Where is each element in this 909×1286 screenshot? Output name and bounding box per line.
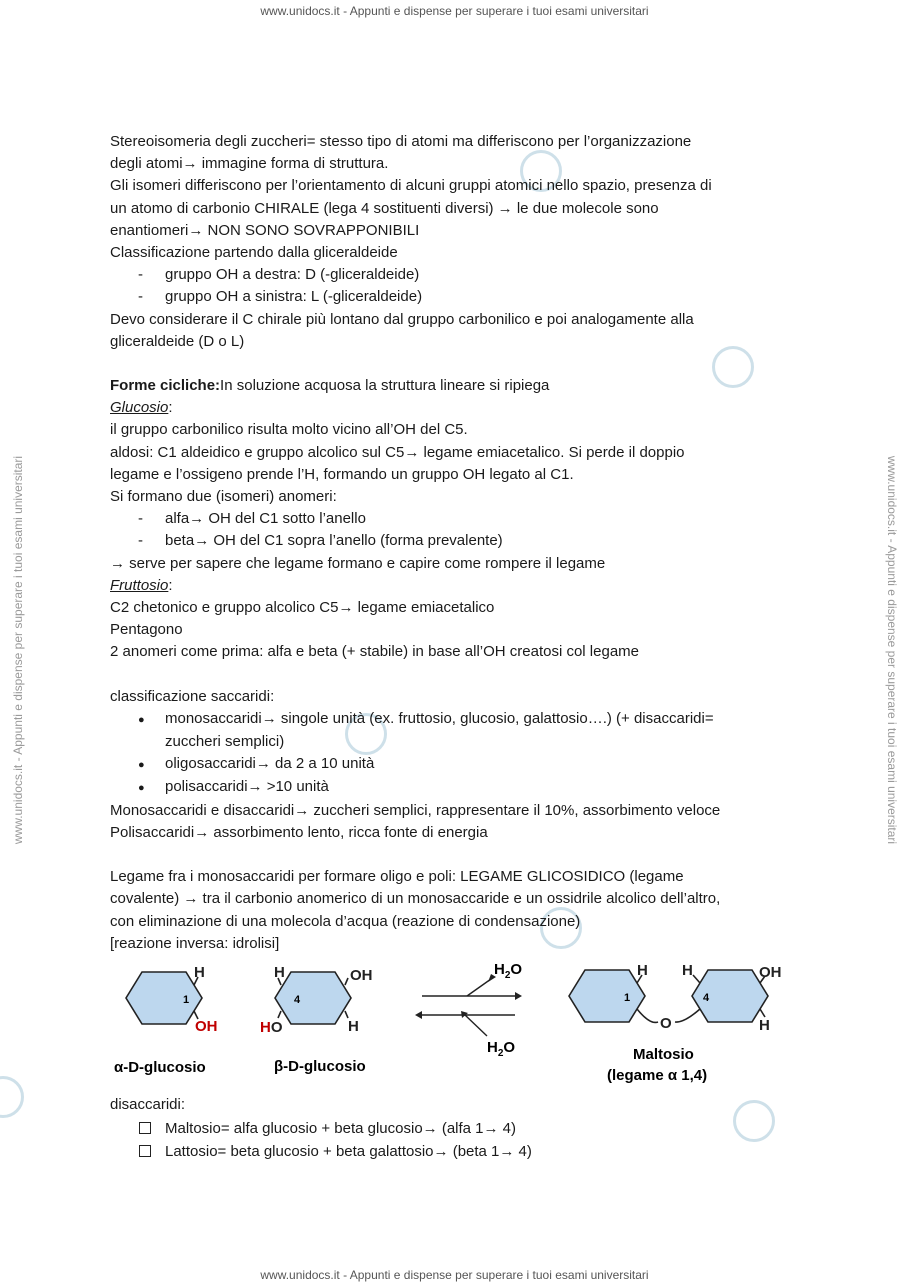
paragraph-line: aldosi: C1 aldeidico e gruppo alcolico sul C5→ legame emiacetalico. Si perde il doppio bbox=[110, 443, 685, 461]
paragraph-line: gliceraldeide (D o L) bbox=[110, 332, 245, 350]
subheading-fruttosio: Fruttosio: bbox=[110, 576, 173, 594]
h-label: H bbox=[274, 964, 285, 981]
watermark-logo-icon bbox=[0, 1076, 24, 1118]
h-label: H bbox=[759, 1017, 770, 1034]
bullet-list-item: ● polisaccaridi→ >10 unità bbox=[138, 778, 329, 796]
watermark-left: www.unidocs.it - Appunti e dispense per superare i tuoi esami universitari bbox=[11, 455, 25, 845]
checkbox-icon bbox=[139, 1145, 151, 1157]
maltose-ring-1 bbox=[569, 970, 645, 1022]
paragraph-line: il gruppo carbonilico risulta molto vicino all’OH del C5. bbox=[110, 421, 468, 439]
carbon-number: 4 bbox=[703, 992, 710, 1004]
watermark-logo-icon bbox=[733, 1100, 775, 1142]
checkbox-list-item: Lattosio= beta glucosio + beta galattosio→ (beta 1→ 4) bbox=[110, 1140, 532, 1164]
oh-label: OH bbox=[350, 967, 373, 984]
watermark-bottom: www.unidocs.it - Appunti e dispense per superare i tuoi esami universitari bbox=[260, 1268, 649, 1282]
paragraph-line: Si formano due (isomeri) anomeri: bbox=[110, 488, 337, 506]
checkbox-icon bbox=[139, 1122, 151, 1134]
paragraph-line: C2 chetonico e gruppo alcolico C5→ legame emiacetalico bbox=[110, 599, 495, 617]
oh-label: OH bbox=[195, 1018, 218, 1035]
maltose-bond-label: (legame α 1,4) bbox=[607, 1067, 708, 1084]
ho-label: HO bbox=[260, 1019, 283, 1036]
paragraph-line: covalente) → tra il carbonio anomerico di un monosaccaride e un ossidrile alcolico dell’altro, bbox=[110, 890, 721, 908]
beta-glucose-ring bbox=[275, 972, 351, 1024]
beta-glucose-label: β-D-glucosio bbox=[274, 1058, 366, 1075]
paragraph-line: Monosaccaridi e disaccaridi→ zuccheri semplici, rappresentare il 10%, assorbimento veloce bbox=[110, 801, 721, 819]
maltose-label: Maltosio bbox=[633, 1046, 694, 1063]
paragraph-line: Devo considerare il C chirale più lontano dal gruppo carbonilico e poi analogamente alla bbox=[110, 310, 694, 328]
h-label: H bbox=[682, 962, 693, 979]
dash-list-item: - beta→ OH del C1 sopra l’anello (forma prevalente) bbox=[138, 532, 503, 550]
paragraph-line: enantiomeri→ NON SONO SOVRAPPONIBILI bbox=[110, 221, 420, 239]
dash-list-item: - alfa→ OH del C1 sotto l’anello bbox=[138, 510, 366, 528]
watermark-right: www.unidocs.it - Appunti e dispense per superare i tuoi esami universitari bbox=[885, 455, 899, 845]
o-label: O bbox=[660, 1015, 672, 1032]
paragraph-line: [reazione inversa: idrolisi] bbox=[110, 934, 280, 952]
paragraph-line: classificazione saccaridi: bbox=[110, 687, 275, 705]
carbon-number: 1 bbox=[183, 994, 190, 1006]
paragraph-line: Stereoisomeria degli zuccheri= stesso tipo di atomi ma differiscono per l’organizzazione bbox=[110, 133, 692, 150]
section-heading-forme-cicliche: Forme cicliche:In soluzione acquosa la struttura lineare si ripiega bbox=[110, 377, 550, 395]
paragraph-line: Gli isomeri differiscono per l’orientamento di alcuni gruppi atomici nello spazio, presenza di bbox=[110, 177, 712, 195]
subheading-glucosio: Glucosio: bbox=[110, 399, 173, 417]
paragraph-line: Classificazione partendo dalla gliceraldeide bbox=[110, 244, 398, 262]
alpha-glucose-label: α-D-glucosio bbox=[114, 1059, 206, 1076]
h-label: H bbox=[194, 964, 205, 981]
dash-list-item: - gruppo OH a sinistra: L (-gliceraldeide) bbox=[138, 288, 423, 306]
paragraph-line: con eliminazione di una molecola d’acqua (reazione di condensazione) bbox=[110, 912, 581, 930]
alpha-glucose-ring bbox=[126, 972, 202, 1024]
paragraph-line: Polisaccaridi→ assorbimento lento, ricca fonte di energia bbox=[110, 823, 488, 841]
water-label: $H_2O$ bbox=[487, 1039, 516, 1059]
glycosidic-bond-diagram bbox=[110, 955, 810, 1095]
paragraph-line: legame e l’ossigeno prende l’H, formando un gruppo OH legato al C1. bbox=[110, 465, 574, 483]
carbon-number: 4 bbox=[294, 994, 301, 1006]
watermark-top: www.unidocs.it - Appunti e dispense per superare i tuoi esami universitari bbox=[260, 4, 649, 18]
h-label: H bbox=[348, 1018, 359, 1035]
paragraph-line: degli atomi→ immagine forma di struttura. bbox=[110, 155, 389, 173]
checkbox-list-item: Maltosio= alfa glucosio + beta glucosio→ (alfa 1→ 4) bbox=[110, 1117, 532, 1141]
bullet-list-item: ● oligosaccaridi→ da 2 a 10 unità bbox=[138, 755, 375, 773]
paragraph-line: Legame fra i monosaccaridi per formare oligo e poli: LEGAME GLICOSIDICO (legame bbox=[110, 868, 684, 886]
paragraph-line: 2 anomeri come prima: alfa e beta (+ stabile) in base all’OH creatosi col legame bbox=[110, 643, 639, 661]
carbon-number: 1 bbox=[624, 992, 631, 1004]
oh-label: OH bbox=[759, 964, 782, 981]
bullet-list-continuation: zuccheri semplici) bbox=[165, 733, 285, 751]
paragraph-line: → serve per sapere che legame formano e capire come rompere il legame bbox=[110, 554, 606, 572]
disaccharides-section bbox=[110, 1093, 532, 1164]
dash-list-item: - gruppo OH a destra: D (-gliceraldeide) bbox=[138, 266, 420, 284]
h-label: H bbox=[637, 962, 648, 979]
paragraph-line: disaccaridi: bbox=[110, 1096, 186, 1113]
bullet-list-item: ● monosaccaridi→ singole unità (ex. fruttosio, glucosio, galattosio….) (+ disaccaridi= bbox=[138, 709, 714, 727]
water-label: $H_2O$ bbox=[494, 961, 523, 981]
paragraph-line: un atomo di carbonio CHIRALE (lega 4 sostituenti diversi) → le due molecole sono bbox=[110, 199, 659, 217]
paragraph-line: Pentagono bbox=[110, 621, 183, 639]
document-body bbox=[110, 131, 810, 955]
